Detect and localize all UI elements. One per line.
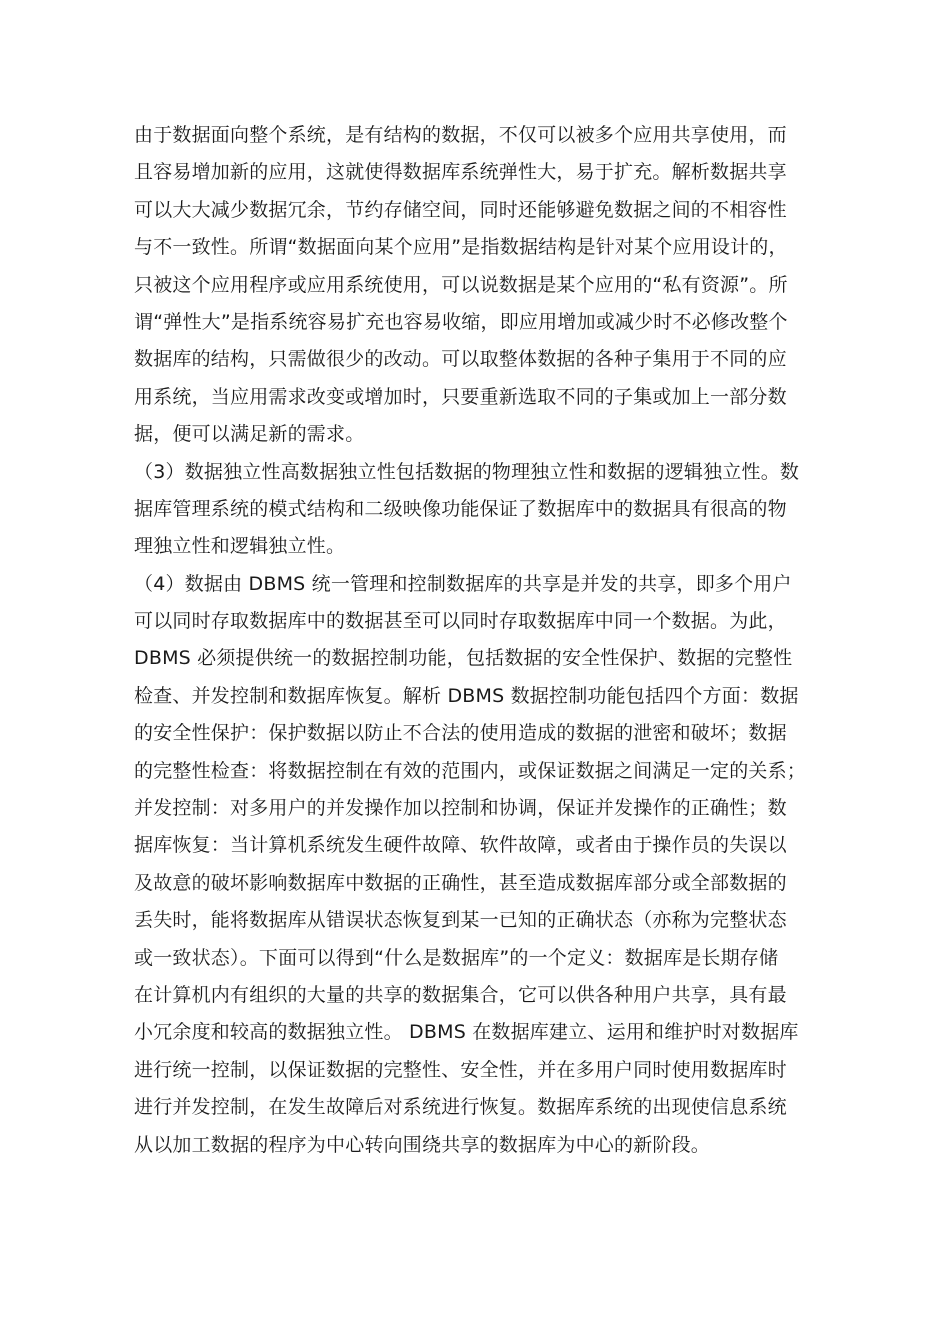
- text-line: 用系统，当应用需求改变或增加时，只要重新选取不同的子集或加上一部分数: [134, 385, 787, 408]
- text-line: DBMS 必须提供统一的数据控制功能，包括数据的安全性保护、数据的完整性: [134, 647, 793, 670]
- text-line: 小冗余度和较高的数据独立性。 DBMS 在数据库建立、运用和维护时对数据库: [134, 1021, 799, 1044]
- text-line: 的完整性检查：将数据控制在有效的范围内，或保证数据之间满足一定的关系；: [134, 759, 807, 782]
- text-line: 只被这个应用程序或应用系统使用，可以说数据是某个应用的“私有资源”。所: [134, 273, 788, 296]
- text-line: 与不一致性。所谓“数据面向某个应用”是指数据结构是针对某个应用设计的，: [134, 236, 788, 259]
- text-line: 或一致状态）。下面可以得到“什么是数据库”的一个定义：数据库是长期存储: [134, 946, 779, 969]
- text-line: 可以大大减少数据冗余，节约存储空间，同时还能够避免数据之间的不相容性: [134, 198, 787, 221]
- text-line: 据库恢复：当计算机系统发生硬件故障、软件故障，或者由于操作员的失误以: [134, 834, 787, 857]
- text-line: （3）数据独立性高数据独立性包括数据的物理独立性和数据的逻辑独立性。数: [134, 460, 800, 483]
- text-line: 从以加工数据的程序为中心转向围绕共享的数据库为中心的新阶段。: [134, 1133, 711, 1156]
- text-line: 丢失时，能将数据库从错误状态恢复到某一已知的正确状态（亦称为完整状态: [134, 909, 787, 932]
- text-line: 可以同时存取数据库中的数据甚至可以同时存取数据库中同一个数据。为此，: [134, 610, 787, 633]
- text-line: 的安全性保护：保护数据以防止不合法的使用造成的数据的泄密和破坏；数据: [134, 722, 787, 745]
- text-line: 由于数据面向整个系统，是有结构的数据，不仅可以被多个应用共享使用，而: [134, 124, 787, 146]
- text-line: （4）数据由 DBMS 统一管理和控制数据库的共享是并发的共享，即多个用户: [134, 572, 792, 595]
- text-line: 并发控制：对多用户的并发操作加以控制和协调，保证并发操作的正确性；数: [134, 797, 787, 820]
- text-line: 据库管理系统的模式结构和二级映像功能保证了数据库中的数据具有很高的物: [134, 497, 787, 520]
- text-line: 且容易增加新的应用，这就使得数据库系统弹性大，易于扩充。解析数据共享: [134, 161, 787, 184]
- text-line: 进行并发控制，在发生故障后对系统进行恢复。数据库系统的出现使信息系统: [134, 1096, 787, 1119]
- text-line: 检查、并发控制和数据库恢复。解析 DBMS 数据控制功能包括四个方面：数据: [134, 684, 799, 707]
- text-line: 数据库的结构，只需做很少的改动。可以取整体数据的各种子集用于不同的应: [134, 348, 787, 371]
- text-line: 进行统一控制，以保证数据的完整性、安全性，并在多用户同时使用数据库时: [134, 1058, 787, 1081]
- text-line: 及故意的破坏影响数据库中数据的正确性，甚至造成数据库部分或全部数据的: [134, 871, 787, 894]
- text-line: 据，便可以满足新的需求。: [134, 423, 365, 446]
- text-line: 谓“弹性大”是指系统容易扩充也容易收缩，即应用增加或减少时不必修改整个: [134, 310, 788, 333]
- document-body: [134, 117, 807, 1164]
- text-line: 在计算机内有组织的大量的共享的数据集合，它可以供各种用户共享，具有最: [134, 983, 787, 1006]
- text-line: 理独立性和逻辑独立性。: [134, 535, 346, 558]
